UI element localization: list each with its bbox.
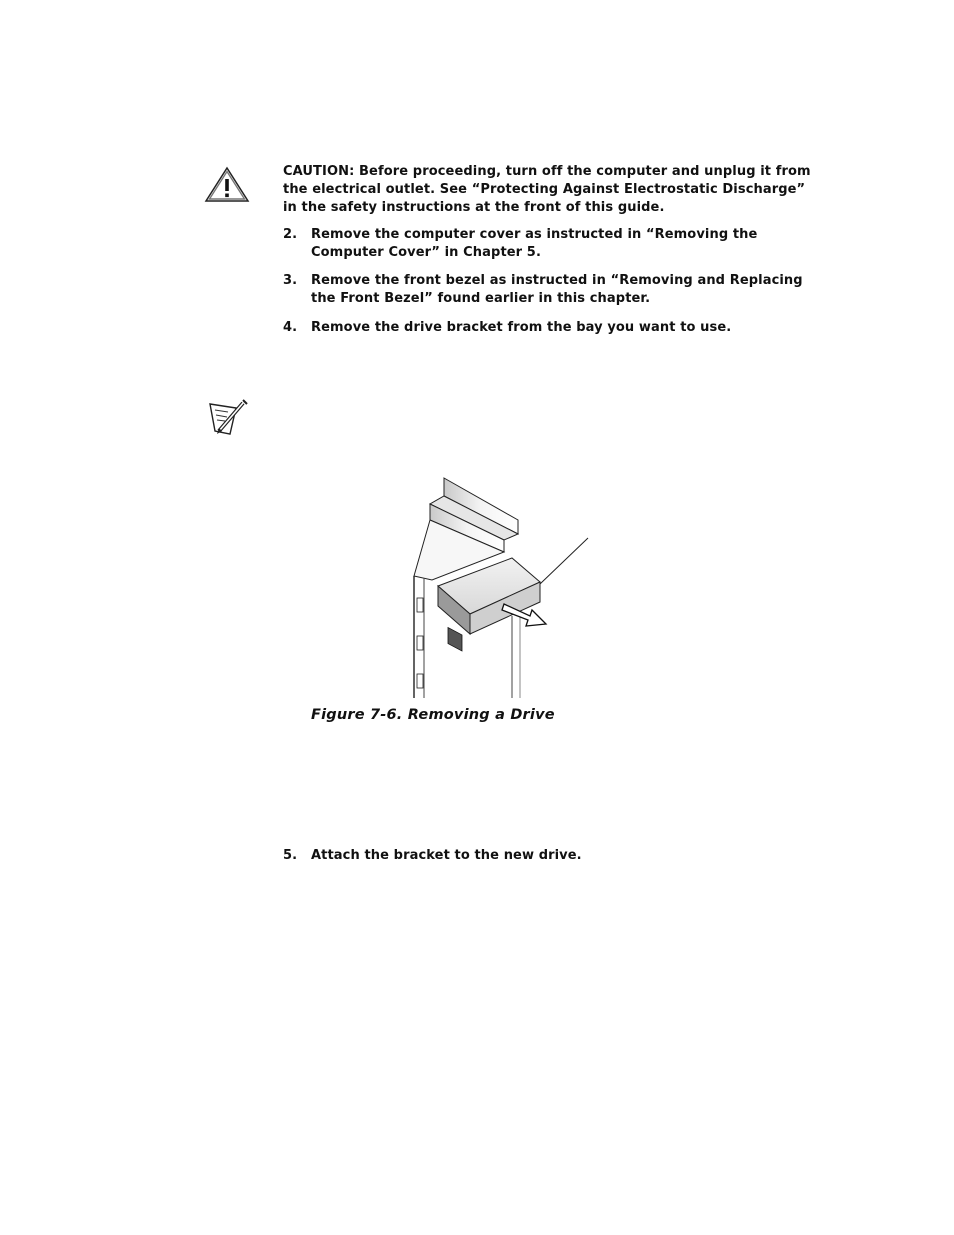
step-5 [283,847,823,865]
step-number: 4. [283,320,298,335]
step-4 [283,319,823,337]
step-text: Remove the drive bracket from the bay you want to use. [311,320,732,335]
step-number: 2. [283,227,298,242]
note-icon [206,398,250,438]
caution-text: CAUTION: Before proceeding, turn off the computer and unplug it from the electrical outlet. See “Protecting Against Electrostatic Discharge” in the safety instructions at the front of this guide. [283,164,811,215]
step-3 [283,272,823,307]
step-number: 5. [283,848,298,863]
step-number: 3. [283,273,298,288]
figure-caption: Figure 7-6. Removing a Drive [311,707,555,723]
step-text: Attach the bracket to the new drive. [311,848,582,863]
step-text: Remove the computer cover as instructed in “Removing the Computer Cover” in Chapter 5. [311,227,758,260]
drive-removal-illustration [400,476,600,702]
step-text: Remove the front bezel as instructed in “Removing and Replacing the Front Bezel” found earlier in this chapter. [311,273,803,306]
step-2 [283,226,823,261]
caution-icon [204,166,250,204]
